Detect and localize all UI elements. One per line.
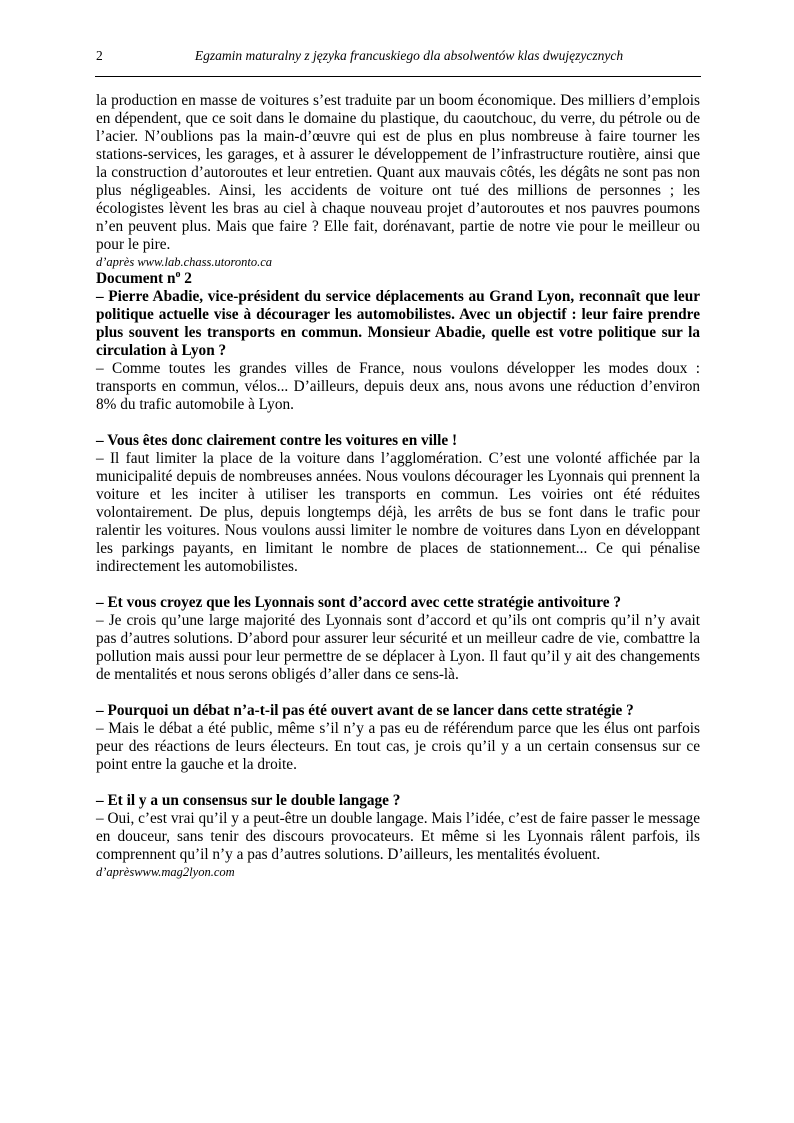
interview-question: – Et vous croyez que les Lyonnais sont d’accord avec cette stratégie antivoiture ?: [96, 594, 621, 611]
document1-source: d’après www.lab.chass.utoronto.ca: [96, 255, 273, 269]
interview-answer: – Je crois qu’une large majorité des Lyonnais sont d’accord et qu’ils ont compris qu’il n’y avait pas d’autres solutions. D’abord pour assurer leur sécurité et un meilleur cadre de vie, combattre la pollution mais aussi pour leur permettre de se déplacer à Lyon. Il faut qu’il y ait des changements de mentalités et nous serons obligés d’aller dans ce sens-là.: [96, 612, 700, 683]
interview-answer: – Mais le débat a été public, même s’il n’y a pas eu de référendum parce que les élus ont parfois peur des réactions de leurs électeurs. En tout cas, je crois qu’il y a un certain consensus sur ce point entre la gauche et la droite.: [96, 720, 700, 773]
page-content: [96, 92, 700, 880]
interview-question: – Et il y a un consensus sur le double langage ?: [96, 792, 401, 809]
interview-question: – Pierre Abadie, vice-président du service déplacements au Grand Lyon, reconnaît que leur politique actuelle vise à décourager les automobilistes. Avec un objectif : leur faire prendre plus souvent les transports en commun. Monsieur Abadie, quelle est votre politique sur la circulation à Lyon ?: [96, 288, 700, 359]
qa-block-4: [96, 702, 700, 774]
interview-question: – Pourquoi un débat n’a-t-il pas été ouvert avant de se lancer dans cette stratégie ?: [96, 702, 634, 719]
document2-title: [96, 270, 700, 288]
document2-title-sup: o: [175, 268, 181, 280]
document2-title-prefix: Document n: [96, 270, 176, 287]
qa-block-3: [96, 594, 700, 684]
interview-question: – Vous êtes donc clairement contre les voitures en ville !: [96, 432, 458, 449]
qa-block-2: [96, 432, 700, 576]
interview-answer: – Oui, c’est vrai qu’il y a peut-être un double langage. Mais l’idée, c’est de faire passer le message en douceur, sans tenir des discours provocateurs. Et même si les Lyonnais râlent parfois, ils comprennent qu’il n’y a pas d’autres solutions. D’ailleurs, les mentalités évoluent.: [96, 810, 700, 863]
interview-answer: – Comme toutes les grandes villes de France, nous voulons développer les modes doux : transports en commun, vélos... D’ailleurs, depuis deux ans, nous avons une réduction d’environ 8% du trafic automobile à Lyon.: [96, 360, 700, 413]
qa-block-5: [96, 792, 700, 864]
document1-paragraph: la production en masse de voitures s’est traduite par un boom économique. Des milliers d’emplois en dépendent, que ce soit dans le domaine du plastique, du caoutchouc, du verre, du pétrole ou de l’acier. N’oublions pas la main-d’œuvre qui est de plus en plus nombreuse à faire tourner les stations-services, les garages, et à assurer le développement de l’infrastructure routière, ainsi que la construction d’autoroutes et leur entretien. Quant aux mauvais côtés, les dégâts ne sont pas non plus négligeables. Ainsi, les accidents de voiture ont tué des millions de personnes ; les écologistes lèvent les bras au ciel à chaque nouveau projet d’autoroutes et nos pauvres poumons n’en peuvent plus. Mais que faire ? Elle fait, dorénavant, partie de notre vie pour le meilleur ou pour le pire.: [96, 92, 700, 253]
document2-source: d’aprèswww.mag2lyon.com: [96, 865, 235, 879]
page-header: [95, 48, 701, 77]
page-number: 2: [96, 48, 103, 63]
header-title: Egzamin maturalny z języka francuskiego dla absolwentów klas dwujęzycznych: [194, 48, 624, 63]
qa-block-1: [96, 288, 700, 414]
interview-answer: – Il faut limiter la place de la voiture dans l’agglomération. C’est une volonté affichée par la municipalité depuis de nombreuses années. Nous voulons décourager les Lyonnais qui prennent la voiture et les inciter à utiliser les transports en commun. Les voiries ont été réduites volontairement. De plus, depuis longtemps déjà, les arrêts de bus se font dans le trafic pour ralentir les voitures. Nous voulons aussi limiter le nombre de voitures dans Lyon en développant les parkings payants, en limitant le nombre de places de stationnement... Ce qui pénalise indirectement les automobilistes.: [96, 450, 700, 575]
document2-title-suffix: 2: [180, 270, 192, 287]
